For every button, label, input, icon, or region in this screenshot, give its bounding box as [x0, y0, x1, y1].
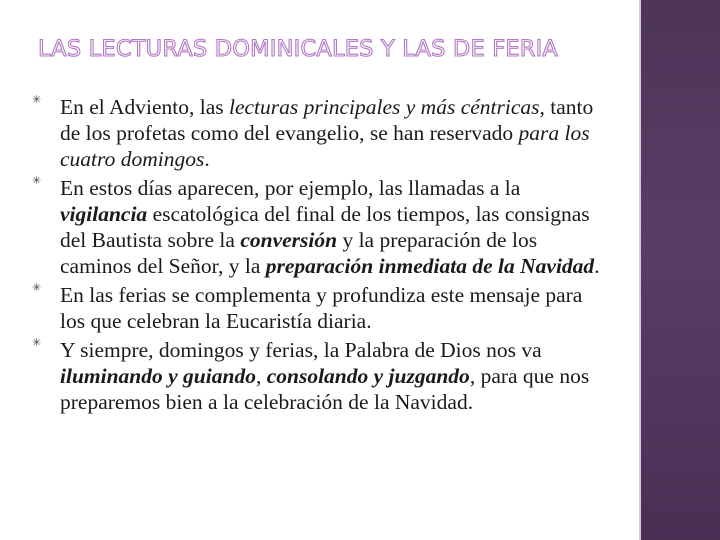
- asterisk-bullet-icon: ✳: [32, 282, 42, 294]
- list-item: [32, 282, 612, 334]
- emphasized-text: lecturas principales y más céntricas: [229, 95, 540, 119]
- list-item: [32, 94, 612, 172]
- text-segment: En el Adviento, las: [60, 95, 229, 119]
- decorative-sidebar: [641, 0, 720, 540]
- list-item: [32, 337, 612, 415]
- slide-title: LAS LECTURAS DOMINICALES Y LAS DE FERIA: [38, 36, 559, 62]
- bullet-list: [32, 94, 612, 418]
- text-segment: , para que nos preparemos bien a la celebración de la Navidad.: [60, 364, 590, 414]
- emphasized-text: iluminando y guiando: [60, 364, 256, 388]
- list-item: [32, 175, 612, 279]
- text-segment: En las ferias se complementa y profundiza este mensaje para los que celebran la Eucaristía diaria.: [60, 283, 583, 333]
- text-segment: En estos días aparecen, por ejemplo, las llamadas a la: [60, 176, 521, 200]
- text-segment: .: [594, 254, 600, 278]
- sidebar-divider: [639, 0, 641, 540]
- asterisk-bullet-icon: ✳: [32, 94, 42, 106]
- emphasized-text: vigilancia: [60, 202, 148, 226]
- emphasized-text: preparación inmediata de la Navidad: [265, 254, 595, 278]
- emphasized-text: consolando y juzgando: [266, 364, 470, 388]
- text-segment: y la preparación de los caminos del Señor, y la: [60, 228, 538, 278]
- text-segment: , tanto de los profetas como del evangelio, se han reservado: [60, 95, 594, 145]
- text-segment: Y siempre, domingos y ferias, la Palabra de Dios nos va: [60, 338, 542, 362]
- text-segment: ,: [255, 364, 267, 388]
- asterisk-bullet-icon: ✳: [32, 175, 42, 187]
- text-segment: .: [204, 147, 210, 171]
- text-segment: escatológica del final de los tiempos, las consignas del Bautista sobre la: [60, 202, 590, 252]
- emphasized-text: para los cuatro domingos: [60, 121, 590, 171]
- emphasized-text: conversión: [240, 228, 338, 252]
- asterisk-bullet-icon: ✳: [32, 337, 42, 349]
